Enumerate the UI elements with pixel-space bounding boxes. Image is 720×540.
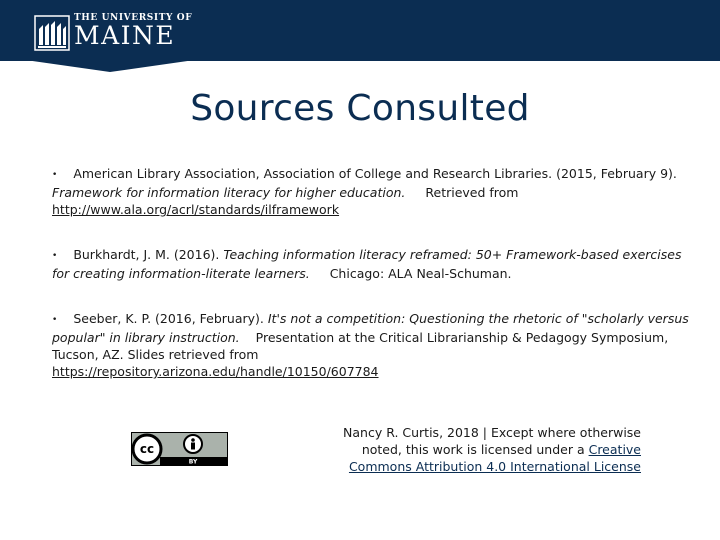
page-title: Sources Consulted xyxy=(190,88,530,129)
logo-maine: MAINE xyxy=(74,21,176,50)
bullet-icon: • xyxy=(52,251,58,261)
logo-university-of: THE UNIVERSITY OF xyxy=(74,13,193,23)
reference-text-2: Chicago: ALA Neal-Schuman. xyxy=(329,266,512,281)
reference-text-2: Retrieved from xyxy=(425,185,519,200)
reference-title: Teaching information literacy reframed: 50+ Framework-based exercises for creating information-literate learners. xyxy=(52,247,682,281)
reference-text: American Library Association, Association of College and Research Libraries. (2015, February 9). xyxy=(73,166,677,181)
by-badge-label: BY xyxy=(188,458,198,466)
bullet-icon: • xyxy=(52,170,58,180)
university-seal-icon xyxy=(34,15,70,51)
reference-item xyxy=(52,246,692,282)
cc-by-license-badge[interactable] xyxy=(131,432,228,466)
reference-list xyxy=(52,165,692,408)
reference-link[interactable]: https://repository.arizona.edu/handle/10150/607784 xyxy=(52,364,379,379)
license-text: Nancy R. Curtis, 2018 | Except where otherwise noted, this work is licensed under a xyxy=(343,425,641,457)
reference-title: It's not a competition: Questioning the rhetoric of "scholarly versus popular" in library instruction. xyxy=(52,311,689,345)
reference-title: Framework for information literacy for higher education. xyxy=(52,185,406,200)
reference-text: Seeber, K. P. (2016, February). xyxy=(73,311,268,326)
reference-text-2: Presentation at the Critical Librarianship & Pedagogy Symposium, Tucson, AZ. Slides retrieved from xyxy=(52,330,669,362)
reference-item xyxy=(52,165,692,218)
license-link[interactable]: Creative Commons Attribution 4.0 International License xyxy=(348,442,641,474)
reference-link[interactable]: http://www.ala.org/acrl/standards/ilframework xyxy=(52,202,340,217)
reference-item xyxy=(52,310,692,380)
cc-badge-label: cc xyxy=(139,442,155,456)
reference-text: Burkhardt, J. M. (2016). xyxy=(73,247,224,262)
license-notice xyxy=(300,424,641,475)
bullet-icon: • xyxy=(52,315,58,325)
